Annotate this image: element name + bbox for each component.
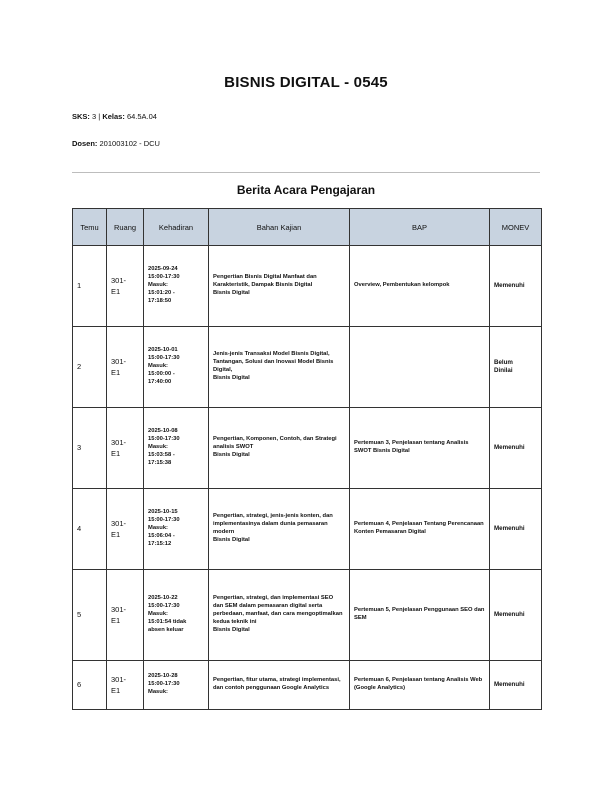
cell-temu: 1 <box>73 246 107 327</box>
cell-bahan-kajian: Pengertian, fitur utama, strategi implementasi, dan contoh penggunaan Google Analytics <box>209 661 350 710</box>
cell-temu: 4 <box>73 489 107 570</box>
kelas-value: 64.5A.04 <box>126 112 157 121</box>
header-kehadiran: Kehadiran <box>144 209 209 246</box>
dosen-line <box>72 139 160 148</box>
cell-temu: 5 <box>73 570 107 661</box>
course-title: BISNIS DIGITAL - 0545 <box>224 74 388 91</box>
cell-kehadiran: 2025-10-28 15:00-17:30 Masuk: <box>144 661 209 710</box>
cell-monev: Memenuhi <box>490 246 542 327</box>
cell-bap: Pertemuan 4, Penjelasan Tentang Perencanaan Konten Pemasaran Digital <box>350 489 490 570</box>
cell-ruang: 301- E1 <box>107 661 144 710</box>
kelas-label: Kelas: <box>102 112 125 121</box>
cell-ruang: 301- E1 <box>107 327 144 408</box>
header-temu: Temu <box>73 209 107 246</box>
table-row <box>73 327 542 408</box>
table-row <box>73 489 542 570</box>
cell-ruang: 301- E1 <box>107 570 144 661</box>
sks-label: SKS: <box>72 112 90 121</box>
table-header-row <box>73 209 542 246</box>
cell-kehadiran: 2025-10-22 15:00-17:30 Masuk: 15:01:54 tidak absen keluar <box>144 570 209 661</box>
cell-temu: 6 <box>73 661 107 710</box>
divider <box>72 172 540 173</box>
cell-bahan-kajian: Pengertian, Komponen, Contoh, dan Strategi analisis SWOT Bisnis Digital <box>209 408 350 489</box>
cell-bap: Pertemuan 3, Penjelasan tentang Analisis SWOT Bisnis Digital <box>350 408 490 489</box>
cell-monev: Memenuhi <box>490 570 542 661</box>
cell-bap: Pertemuan 6, Penjelasan tentang Analisis Web (Google Analytics) <box>350 661 490 710</box>
meta-separator: | <box>98 112 101 121</box>
cell-ruang: 301- E1 <box>107 408 144 489</box>
cell-bahan-kajian: Pengertian, strategi, dan implementasi SEO dan SEM dalam pemasaran digital serta perbedaan, manfaat, dan cara mengoptimalkan kedua teknik ini Bisnis Digital <box>209 570 350 661</box>
cell-kehadiran: 2025-09-24 15:00-17:30 Masuk: 15:01:20 - 17:18:50 <box>144 246 209 327</box>
cell-kehadiran: 2025-10-15 15:00-17:30 Masuk: 15:06:04 - 17:15:12 <box>144 489 209 570</box>
dosen-value: 201003102 - DCU <box>99 139 160 148</box>
cell-temu: 2 <box>73 327 107 408</box>
header-bap: BAP <box>350 209 490 246</box>
cell-bahan-kajian: Jenis-jenis Transaksi Model Bisnis Digital, Tantangan, Solusi dan Inovasi Model Bisnis Digital, Bisnis Digital <box>209 327 350 408</box>
table-row <box>73 408 542 489</box>
cell-bap: Overview, Pembentukan kelompok <box>350 246 490 327</box>
cell-ruang: 301- E1 <box>107 489 144 570</box>
cell-bap <box>350 327 490 408</box>
cell-monev: Memenuhi <box>490 489 542 570</box>
header-ruang: Ruang <box>107 209 144 246</box>
cell-monev: Memenuhi <box>490 408 542 489</box>
section-title: Berita Acara Pengajaran <box>236 183 376 197</box>
teaching-report-table <box>72 208 542 710</box>
cell-monev: Memenuhi <box>490 661 542 710</box>
cell-bahan-kajian: Pengertian Bisnis Digital Manfaat dan Karakteristik, Dampak Bisnis Digital Bisnis Digital <box>209 246 350 327</box>
cell-ruang: 301- E1 <box>107 246 144 327</box>
cell-temu: 3 <box>73 408 107 489</box>
header-monev: MONEV <box>490 209 542 246</box>
cell-kehadiran: 2025-10-08 15:00-17:30 Masuk: 15:03:58 - 17:15:38 <box>144 408 209 489</box>
course-meta-line <box>72 112 157 121</box>
table-row <box>73 661 542 710</box>
header-bahan-kajian: Bahan Kajian <box>209 209 350 246</box>
table-row <box>73 246 542 327</box>
cell-kehadiran: 2025-10-01 15:00-17:30 Masuk: 15:00:00 - 17:40:00 <box>144 327 209 408</box>
cell-monev: Belum Dinilai <box>490 327 542 408</box>
cell-bap: Pertemuan 5, Penjelasan Penggunaan SEO dan SEM <box>350 570 490 661</box>
table-row <box>73 570 542 661</box>
dosen-label: Dosen: <box>72 139 98 148</box>
cell-bahan-kajian: Pengertian, strategi, jenis-jenis konten, dan implementasinya dalam dunia pemasaran modern Bisnis Digital <box>209 489 350 570</box>
sks-value: 3 <box>92 112 97 121</box>
